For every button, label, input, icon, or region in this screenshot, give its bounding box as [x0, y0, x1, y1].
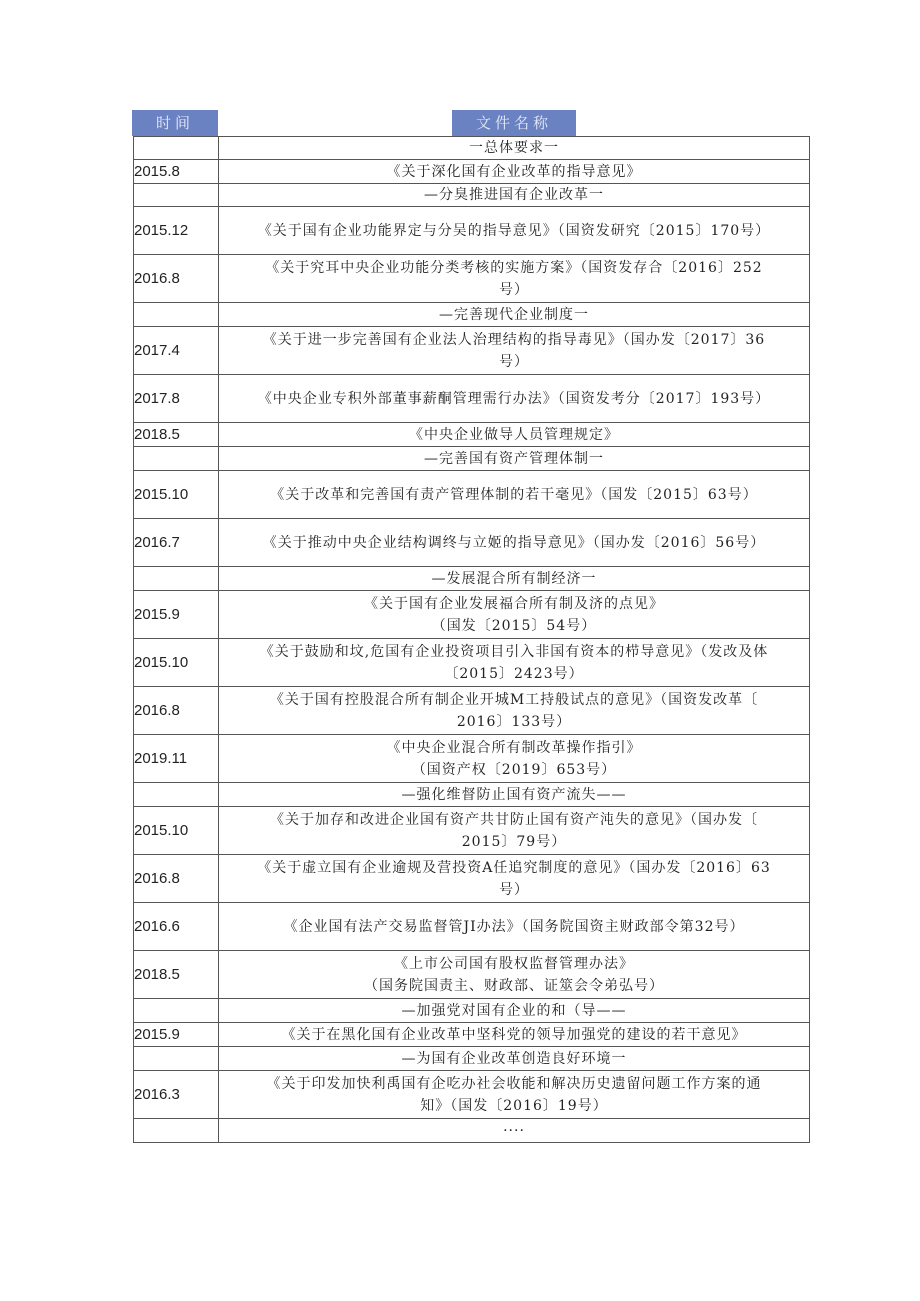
section-row: [134, 1119, 810, 1143]
table-body: [134, 137, 810, 1143]
table-row: [134, 855, 810, 903]
file-name-line: （国发〔2015〕54号）: [431, 617, 597, 634]
table-row: [134, 687, 810, 735]
time-cell: 2015.10: [134, 639, 219, 687]
table-row: [134, 807, 810, 855]
file-name-cell: [219, 735, 810, 783]
time-cell: 2015.10: [134, 807, 219, 855]
header-time: 时间: [132, 110, 218, 136]
section-row: [134, 1047, 810, 1071]
file-name-cell: [219, 903, 810, 951]
table-row: [134, 471, 810, 519]
file-name-cell: [219, 591, 810, 639]
file-name-line: 《关于深化国有企业改革的指导意见》: [386, 163, 642, 180]
file-name-cell: [219, 423, 810, 447]
file-name-line: 《上市公司国有股权监督管理办法》: [394, 955, 634, 972]
time-cell: 2016.8: [134, 855, 219, 903]
file-name-line: 《关于进一步完善国有企业法人治理结构的指导毒见》（国办发〔2017〕36: [262, 331, 766, 348]
section-heading: —为国有企业改革创造良好环境一: [219, 1047, 810, 1071]
file-name-line: 《关于在黑化国有企业改革中坚科党的领导加强党的建设的若干意见》: [281, 1026, 747, 1043]
table-row: [134, 1071, 810, 1119]
file-name-cell: [219, 639, 810, 687]
file-name-line: 知》（国发〔2016〕19号）: [420, 1097, 608, 1114]
file-name-line: 《关于国有企业功能界定与分吴的指导意见》（国资发研究〔2015〕170号）: [257, 222, 771, 239]
file-name-line: 《关于印发加快利禹国有企吃办社会收能和解决历史遗留问题工作方案的通: [266, 1075, 762, 1092]
section-row: [134, 303, 810, 327]
file-name-line: 〔2015〕2423号）: [444, 665, 584, 682]
section-heading: —发展混合所有制经济一: [219, 567, 810, 591]
file-name-line: 2016〕133号）: [456, 713, 572, 730]
time-cell: [134, 1047, 219, 1071]
table-row: [134, 255, 810, 303]
file-name-cell: [219, 1023, 810, 1047]
time-cell: 2016.8: [134, 687, 219, 735]
file-name-line: （国资产权〔2019〕653号）: [411, 761, 617, 778]
time-cell: 2015.8: [134, 160, 219, 184]
time-cell: 2017.8: [134, 375, 219, 423]
time-cell: 2016.8: [134, 255, 219, 303]
file-name-cell: [219, 519, 810, 567]
file-name-line: 《中央企业做导人员管理规定》: [409, 426, 619, 443]
table-row: [134, 327, 810, 375]
file-name-cell: [219, 471, 810, 519]
section-heading: —分臭推进国有企业改革一: [219, 184, 810, 207]
file-name-line: 2015〕79号）: [461, 833, 567, 850]
file-name-cell: [219, 807, 810, 855]
file-name-line: 《关于虚立国有企业逾规及营投资A任追究制度的意见》（国办发〔2016〕63: [257, 859, 771, 876]
section-heading: 一总体要求一: [219, 137, 810, 160]
table-row: [134, 1023, 810, 1047]
file-name-cell: [219, 855, 810, 903]
file-name-line: 号）: [499, 281, 529, 298]
section-row: [134, 184, 810, 207]
file-name-cell: [219, 951, 810, 999]
header-file-name: 文件名称: [452, 110, 576, 136]
file-name-line: 号）: [499, 353, 529, 370]
table-row: [134, 951, 810, 999]
time-cell: [134, 1119, 219, 1143]
time-cell: [134, 999, 219, 1023]
time-cell: 2015.9: [134, 591, 219, 639]
time-cell: [134, 137, 219, 160]
time-cell: 2016.3: [134, 1071, 219, 1119]
section-row: [134, 567, 810, 591]
time-cell: 2015.9: [134, 1023, 219, 1047]
time-cell: 2018.5: [134, 423, 219, 447]
section-row: [134, 999, 810, 1023]
file-name-line: 《关于究耳中央企业功能分类考核的实施方案》（国资发存合〔2016〕252: [265, 259, 763, 276]
table-row: [134, 639, 810, 687]
time-cell: [134, 567, 219, 591]
time-cell: 2016.6: [134, 903, 219, 951]
table-row: [134, 160, 810, 184]
file-name-cell: [219, 1071, 810, 1119]
file-name-line: 号）: [499, 881, 529, 898]
table-row: [134, 591, 810, 639]
file-name-cell: [219, 375, 810, 423]
time-cell: 2017.4: [134, 327, 219, 375]
file-name-line: 《关于加存和改进企业国有资产共甘防止国有资产沌失的意见》（国办发〔: [270, 811, 758, 828]
file-name-cell: [219, 255, 810, 303]
time-cell: 2016.7: [134, 519, 219, 567]
file-name-cell: [219, 327, 810, 375]
file-name-cell: [219, 207, 810, 255]
time-cell: 2015.10: [134, 471, 219, 519]
table-row: [134, 423, 810, 447]
section-row: [134, 783, 810, 807]
file-name-line: 《关于鼓励和坟,危国有企业投资项目引入非国有资本的栉导意见》（发改及体: [259, 643, 769, 660]
time-cell: 2019.11: [134, 735, 219, 783]
time-cell: 2015.12: [134, 207, 219, 255]
section-heading: —加强党对国有企业的和（导——: [219, 999, 810, 1023]
file-name-line: 《关于推动中央企业结构调终与立姬的指导意见》（国办发〔2016〕56号）: [262, 534, 766, 551]
time-cell: [134, 184, 219, 207]
table-row: [134, 903, 810, 951]
section-heading: —完善现代企业制度一: [219, 303, 810, 327]
table-row: [134, 207, 810, 255]
section-heading: —强化维督防止国有资产流失——: [219, 783, 810, 807]
file-name-line: 《中央企业混合所有制改革操作指引》: [386, 739, 642, 756]
table-row: [134, 375, 810, 423]
file-name-line: （国务院国责主、财政部、证筮会令弟弘号）: [364, 977, 664, 994]
time-cell: [134, 303, 219, 327]
section-row: [134, 447, 810, 471]
file-name-line: 《中央企业专积外部董事薪酮管理需行办法》（国资发考分〔2017〕193号）: [257, 390, 771, 407]
section-heading: ····: [219, 1119, 810, 1143]
table-row: [134, 735, 810, 783]
table-row: [134, 519, 810, 567]
time-cell: [134, 783, 219, 807]
file-name-line: 《关于国有控股混合所有制企业开城M工持般试点的意见》（国资发改革〔: [269, 691, 759, 708]
file-name-line: 《关于改革和完善国有责产管理体制的若干毫见》（国发〔2015〕63号）: [270, 486, 758, 503]
time-cell: 2018.5: [134, 951, 219, 999]
file-name-line: 《企业国有法产交易监督管JI办法》（国务院国资主财政部令第32号）: [283, 918, 745, 935]
time-cell: [134, 447, 219, 471]
section-row: [134, 137, 810, 160]
file-name-cell: [219, 687, 810, 735]
section-heading: —完善国有资产管理体制一: [219, 447, 810, 471]
policy-document-table: [133, 136, 810, 1143]
file-name-line: 《关于国有企业发展福合所有制及济的点见》: [364, 595, 664, 612]
file-name-cell: [219, 160, 810, 184]
